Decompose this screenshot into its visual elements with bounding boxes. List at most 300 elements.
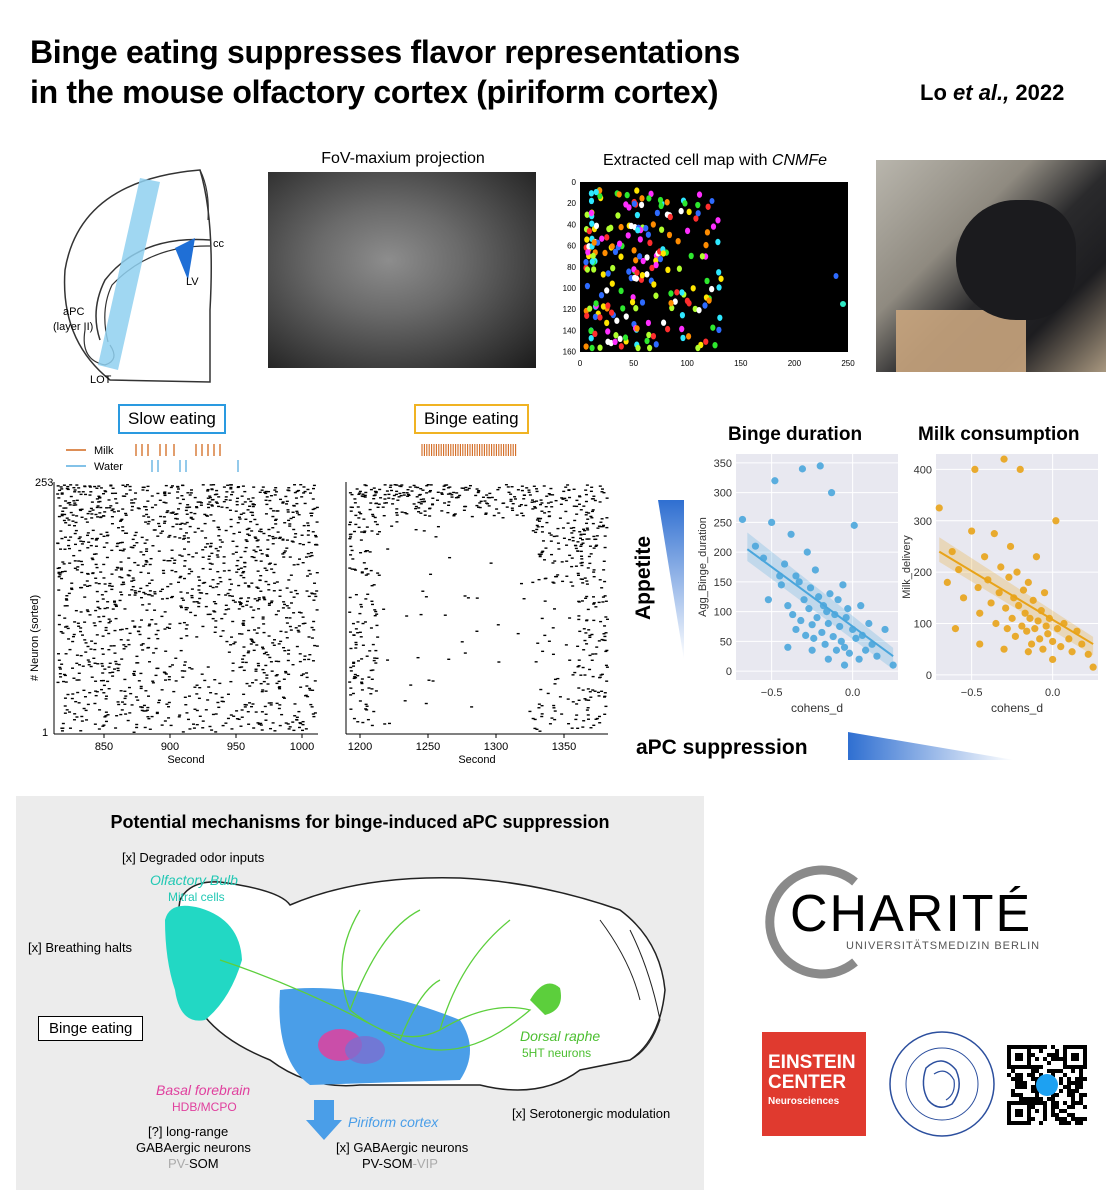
spike-mark <box>372 498 375 499</box>
cell-dot <box>654 262 659 268</box>
spike-mark <box>310 592 313 593</box>
spike-mark <box>293 484 296 485</box>
spike-mark <box>255 679 258 680</box>
spike-mark <box>242 625 245 626</box>
spike-mark <box>72 500 75 501</box>
spike-mark <box>357 494 360 495</box>
spike-mark <box>98 497 101 498</box>
spike-mark <box>81 720 84 721</box>
spike-mark <box>145 509 148 510</box>
spike-mark <box>308 688 311 689</box>
raster-left-spikes <box>56 484 319 733</box>
spike-mark <box>302 616 305 617</box>
spike-mark <box>90 517 93 518</box>
cell-dot <box>585 249 590 255</box>
spike-mark <box>272 572 275 573</box>
spike-mark <box>467 597 470 598</box>
spike-mark <box>568 617 571 618</box>
qr-module <box>1015 1093 1019 1097</box>
spike-mark <box>353 676 356 677</box>
spike-mark <box>85 719 88 720</box>
spike-mark <box>163 671 166 672</box>
spike-mark <box>238 719 241 720</box>
spike-mark <box>374 503 377 504</box>
cell-dot <box>665 267 670 273</box>
spike-mark <box>604 547 607 548</box>
spike-mark <box>604 706 607 707</box>
spike-mark <box>228 589 231 590</box>
qr-module <box>1051 1045 1055 1049</box>
spike-mark <box>425 492 428 493</box>
raster-right-xlabel: Second <box>458 754 496 766</box>
cell-dot <box>651 221 656 227</box>
spike-mark <box>75 515 78 516</box>
spike-mark <box>210 553 213 554</box>
spike-mark <box>195 693 198 694</box>
spike-mark <box>592 509 595 510</box>
spike-mark <box>197 602 200 603</box>
spike-mark <box>110 510 113 511</box>
scatter-point <box>1017 466 1024 473</box>
spike-mark <box>167 536 170 537</box>
spike-mark <box>102 654 105 655</box>
spike-mark <box>563 538 566 539</box>
spike-mark <box>159 532 162 533</box>
spike-mark <box>274 494 277 495</box>
spike-mark <box>305 556 308 557</box>
qr-module <box>1071 1101 1075 1105</box>
spike-mark <box>278 688 281 689</box>
spike-mark <box>585 523 588 524</box>
spike-mark <box>427 680 430 681</box>
spike-mark <box>176 491 179 492</box>
spike-mark <box>282 607 285 608</box>
spike-mark <box>90 508 93 509</box>
spike-mark <box>301 535 304 536</box>
cell-dot <box>583 343 588 349</box>
spike-mark <box>96 538 99 539</box>
spike-mark <box>406 489 409 490</box>
spike-mark <box>59 505 62 506</box>
humboldt-seal-icon <box>886 1028 998 1140</box>
cell-dot <box>696 307 701 313</box>
spike-mark <box>577 666 580 667</box>
spike-mark <box>96 516 99 517</box>
spike-mark <box>92 509 95 510</box>
spike-mark <box>576 541 579 542</box>
spike-mark <box>240 575 243 576</box>
spike-mark <box>90 640 93 641</box>
spike-mark <box>560 713 563 714</box>
spike-mark <box>590 487 593 488</box>
spike-mark <box>480 501 483 502</box>
spike-mark <box>275 683 278 684</box>
spike-mark <box>383 515 386 516</box>
spike-mark <box>127 720 130 721</box>
qr-module <box>1063 1073 1067 1077</box>
spike-mark <box>248 685 251 686</box>
spike-mark <box>102 493 105 494</box>
spike-mark <box>144 564 147 565</box>
spike-mark <box>212 579 215 580</box>
spike-mark <box>375 690 378 691</box>
qr-module <box>1055 1069 1059 1073</box>
spike-mark <box>298 558 301 559</box>
cell-dot <box>705 229 710 235</box>
qr-module <box>1051 1109 1055 1113</box>
spike-mark <box>183 535 186 536</box>
qr-module <box>1079 1093 1083 1097</box>
spike-mark <box>207 558 210 559</box>
spike-mark <box>190 517 193 518</box>
spike-mark <box>306 575 309 576</box>
spike-mark <box>191 518 194 519</box>
spike-mark <box>123 691 126 692</box>
spike-mark <box>144 543 147 544</box>
spike-mark <box>176 486 179 487</box>
spike-mark <box>94 663 97 664</box>
spike-mark <box>217 583 220 584</box>
spike-mark <box>256 722 259 723</box>
spike-mark <box>90 513 93 514</box>
spike-mark <box>102 692 105 693</box>
spike-mark <box>242 620 245 621</box>
spike-mark <box>583 628 586 629</box>
spike-mark <box>293 564 296 565</box>
spike-mark <box>349 597 352 598</box>
qr-module <box>1043 1117 1047 1121</box>
spike-mark <box>594 691 597 692</box>
spike-mark <box>257 627 260 628</box>
spike-mark <box>312 498 315 499</box>
spike-mark <box>585 580 588 581</box>
cell-dot <box>589 198 594 204</box>
qr-module <box>1063 1121 1067 1125</box>
spike-mark <box>142 515 145 516</box>
spike-mark <box>482 497 485 498</box>
spike-mark <box>182 538 185 539</box>
spike-mark <box>535 661 538 662</box>
spike-mark <box>531 508 534 509</box>
spike-mark <box>272 538 275 539</box>
spike-mark <box>151 595 154 596</box>
spike-mark <box>98 709 101 710</box>
spike-mark <box>360 636 363 637</box>
spike-mark <box>136 699 139 700</box>
spike-mark <box>201 674 204 675</box>
spike-mark <box>57 568 60 569</box>
spike-mark <box>586 528 589 529</box>
qr-module <box>1071 1117 1075 1121</box>
spike-mark <box>582 720 585 721</box>
spike-mark <box>158 700 161 701</box>
cell-dot <box>687 209 692 215</box>
spike-mark <box>384 494 387 495</box>
scatter-point <box>1049 656 1056 663</box>
qr-module <box>1043 1045 1047 1049</box>
spike-mark <box>116 543 119 544</box>
cell-dot <box>640 272 645 278</box>
spike-mark <box>308 556 311 557</box>
spike-mark <box>124 513 127 514</box>
spike-mark <box>577 575 580 576</box>
spike-mark <box>245 604 248 605</box>
spike-mark <box>560 504 563 505</box>
spike-mark <box>214 620 217 621</box>
spike-mark <box>417 657 420 658</box>
spike-mark <box>496 489 499 490</box>
spike-mark <box>573 489 576 490</box>
spike-mark <box>66 517 69 518</box>
spike-mark <box>529 494 532 495</box>
scatter-point <box>1057 643 1064 650</box>
spike-mark <box>362 645 365 646</box>
spike-mark <box>119 591 122 592</box>
spike-mark <box>68 562 71 563</box>
spike-mark <box>170 487 173 488</box>
spike-mark <box>577 615 580 616</box>
spike-mark <box>369 509 372 510</box>
spike-mark <box>360 658 363 659</box>
cell-dot <box>626 232 631 238</box>
spike-mark <box>291 721 294 722</box>
spike-mark <box>241 709 244 710</box>
spike-mark <box>298 727 301 728</box>
spike-mark <box>466 489 469 490</box>
spike-mark <box>114 727 117 728</box>
qr-module <box>1075 1085 1079 1089</box>
spike-mark <box>353 531 356 532</box>
qr-module <box>1011 1077 1015 1081</box>
spike-mark <box>395 521 398 522</box>
spike-mark <box>78 491 81 492</box>
spike-mark <box>177 488 180 489</box>
spike-mark <box>390 490 393 491</box>
spike-mark <box>204 523 207 524</box>
spike-mark <box>493 515 496 516</box>
spike-mark <box>313 485 316 486</box>
qr-module <box>1059 1121 1063 1125</box>
spike-mark <box>179 605 182 606</box>
spike-mark <box>163 628 166 629</box>
spike-mark <box>162 573 165 574</box>
spike-mark <box>69 484 72 485</box>
spike-mark <box>130 589 133 590</box>
spike-mark <box>509 500 512 501</box>
spike-mark <box>70 589 73 590</box>
spike-mark <box>307 530 310 531</box>
spike-mark <box>163 502 166 503</box>
spike-mark <box>75 610 78 611</box>
raster-legend <box>60 440 620 476</box>
spike-mark <box>312 488 315 489</box>
spike-mark <box>171 570 174 571</box>
spike-mark <box>543 485 546 486</box>
spike-mark <box>108 499 111 500</box>
scatter-point <box>778 581 785 588</box>
spike-mark <box>99 571 102 572</box>
qr-module <box>1079 1073 1083 1077</box>
spike-mark <box>591 511 594 512</box>
spike-mark <box>312 629 315 630</box>
cell-dot <box>685 228 690 234</box>
spike-mark <box>365 704 368 705</box>
cell-dot <box>597 344 602 350</box>
spike-mark <box>349 554 352 555</box>
spike-mark <box>553 683 556 684</box>
coronal-schematic <box>50 160 250 390</box>
scatter-point <box>804 549 811 556</box>
spike-mark <box>364 598 367 599</box>
qr-module <box>1035 1097 1039 1101</box>
spike-mark <box>231 491 234 492</box>
spike-mark <box>235 511 238 512</box>
spike-mark <box>316 609 319 610</box>
spike-mark <box>517 633 520 634</box>
chart-y-tick: 50 <box>719 636 732 649</box>
spike-mark <box>584 577 587 578</box>
spike-mark <box>139 588 142 589</box>
spike-mark <box>196 601 199 602</box>
author-etal: et al., <box>953 80 1010 105</box>
cell-dot <box>711 223 716 229</box>
spike-mark <box>135 532 138 533</box>
spike-mark <box>264 665 267 666</box>
spike-mark <box>537 707 540 708</box>
qr-module <box>1019 1085 1023 1089</box>
spike-mark <box>521 486 524 487</box>
qr-module <box>1059 1117 1063 1121</box>
spike-mark <box>604 616 607 617</box>
chart-xlabel: cohens_d <box>990 701 1044 715</box>
spike-mark <box>121 709 124 710</box>
cell-dot <box>651 281 656 287</box>
cell-dot <box>584 313 589 319</box>
spike-mark <box>238 633 241 634</box>
spike-mark <box>430 484 433 485</box>
spike-mark <box>534 507 537 508</box>
spike-mark <box>123 648 126 649</box>
spike-mark <box>119 714 122 715</box>
spike-mark <box>278 704 281 705</box>
slow-eating-events <box>136 444 238 472</box>
spike-mark <box>181 676 184 677</box>
spike-mark <box>94 723 97 724</box>
spike-mark <box>209 692 212 693</box>
spike-mark <box>490 562 493 563</box>
spike-mark <box>391 503 394 504</box>
cell-dot <box>589 345 594 351</box>
spike-mark <box>257 570 260 571</box>
spike-mark <box>297 631 300 632</box>
mouse-body <box>956 200 1076 320</box>
spike-mark <box>364 492 367 493</box>
spike-mark <box>371 604 374 605</box>
cell-dot <box>599 292 604 298</box>
spike-mark <box>598 695 601 696</box>
spike-mark <box>105 630 108 631</box>
spike-mark <box>606 619 609 620</box>
spike-mark <box>167 717 170 718</box>
chart-x-tick: −0.5 <box>960 687 983 699</box>
spike-mark <box>80 561 83 562</box>
spike-mark <box>308 636 311 637</box>
spike-mark <box>222 630 225 631</box>
spike-mark <box>198 585 201 586</box>
label-cc: cc <box>213 238 224 250</box>
spike-mark <box>202 484 205 485</box>
cell-dot <box>647 240 652 246</box>
spike-mark <box>84 696 87 697</box>
spike-mark <box>109 505 112 506</box>
spike-mark <box>550 506 553 507</box>
spike-mark <box>312 713 315 714</box>
spike-mark <box>147 486 150 487</box>
spike-mark <box>98 608 101 609</box>
spike-mark <box>193 601 196 602</box>
spike-mark <box>587 609 590 610</box>
spike-mark <box>212 714 215 715</box>
spike-mark <box>237 569 240 570</box>
spike-mark <box>512 503 515 504</box>
spike-mark <box>415 529 418 530</box>
cell-dot <box>646 231 651 237</box>
spike-mark <box>119 629 122 630</box>
spike-mark <box>141 489 144 490</box>
spike-mark <box>69 504 72 505</box>
spike-mark <box>590 491 593 492</box>
spike-mark <box>93 554 96 555</box>
spike-mark <box>388 723 391 724</box>
cell-dot <box>679 326 684 332</box>
spike-mark <box>605 665 608 666</box>
spike-mark <box>186 522 189 523</box>
spike-mark <box>268 635 271 636</box>
spike-mark <box>83 708 86 709</box>
spike-mark <box>155 648 158 649</box>
spike-mark <box>370 570 373 571</box>
scatter-point <box>1023 628 1030 635</box>
spike-mark <box>290 629 293 630</box>
spike-mark <box>360 539 363 540</box>
qr-module <box>1055 1105 1059 1109</box>
cell-dot <box>700 253 705 259</box>
scatter-point <box>1005 574 1012 581</box>
spike-mark <box>117 704 120 705</box>
spike-mark <box>603 561 606 562</box>
cell-dot <box>665 199 670 205</box>
spike-mark <box>156 638 159 639</box>
spike-mark <box>86 535 89 536</box>
spike-mark <box>114 661 117 662</box>
spike-mark <box>240 597 243 598</box>
spike-mark <box>198 698 201 699</box>
spike-mark <box>230 519 233 520</box>
spike-mark <box>245 547 248 548</box>
spike-mark <box>383 502 386 503</box>
spike-mark <box>149 564 152 565</box>
spike-mark <box>145 514 148 515</box>
scatter-point <box>949 548 956 555</box>
spike-mark <box>251 641 254 642</box>
spike-mark <box>576 728 579 729</box>
spike-mark <box>570 581 573 582</box>
spike-mark <box>161 530 164 531</box>
spike-mark <box>578 700 581 701</box>
apc-suppression-label: aPC suppression <box>636 736 808 759</box>
spike-mark <box>219 577 222 578</box>
spike-mark <box>536 519 539 520</box>
